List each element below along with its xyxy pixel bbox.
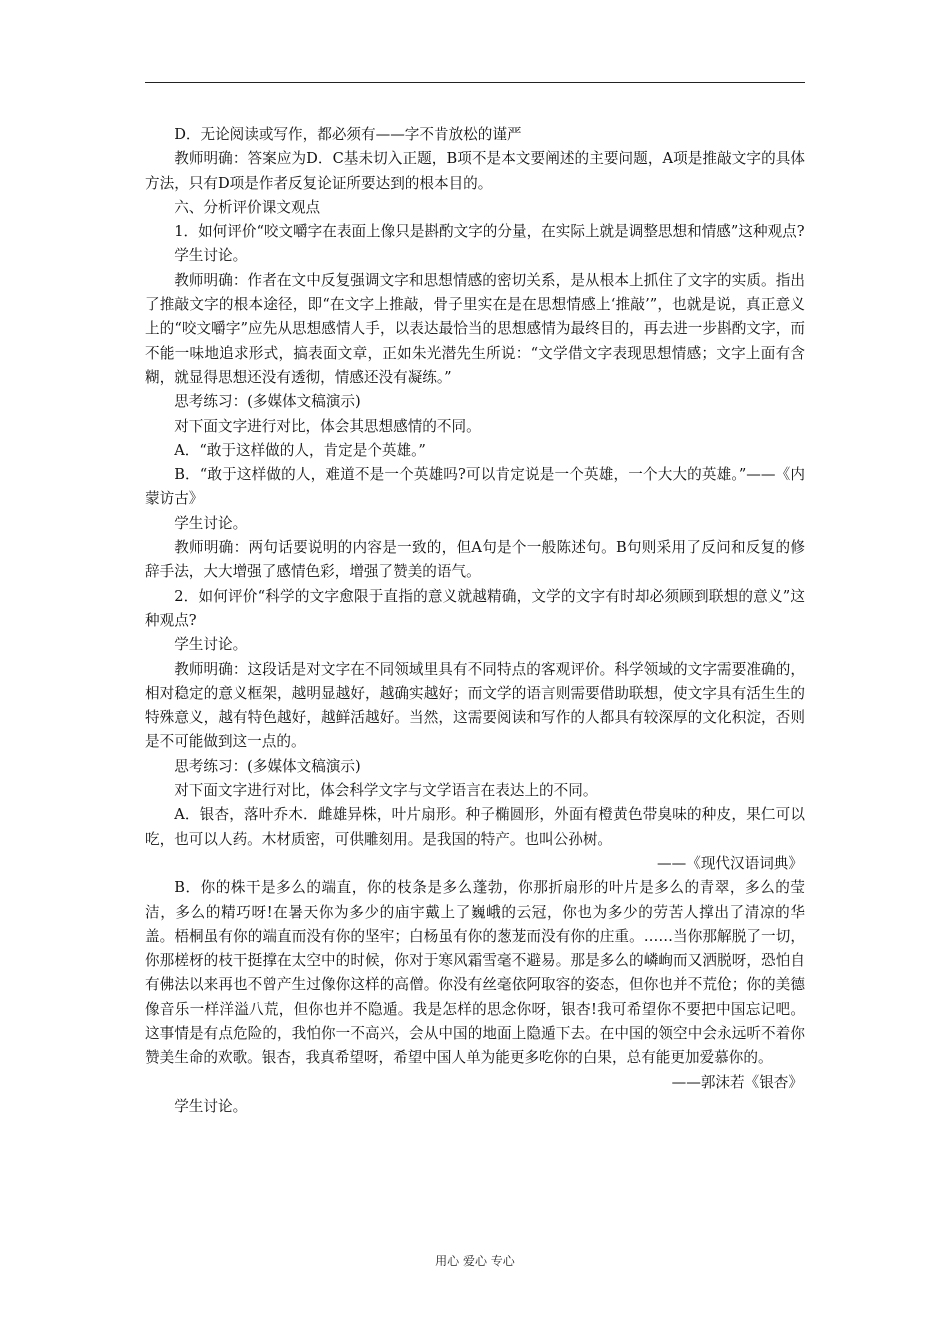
paragraph: 2．如何评价“科学的文字愈限于直指的意义就越精确，文学的文字有时却必须顾到联想的意义”这种观点? xyxy=(145,587,805,629)
paragraph: 教师明确：作者在文中反复强调文字和思想情感的密切关系，是从根本上抓住了文字的实质。指出了推敲文字的根本途径，即“在文字上推敲，骨子里实在是在思想情感上‘推敲’”，也就是说，真正意义上的“咬文嚼字”应先从思想感情人手，以表达最恰当的思想感情为最终目的，再去进一步斟酌文字，而不能一味地追求形式，搞表面文章，正如朱光潜先生所说：“文学借文字表现思想情感；文字上面有含糊，就显得思想还没有透彻，情感还没有凝练。” xyxy=(145,271,805,386)
header-rule xyxy=(145,82,805,83)
paragraph: 教师明确：答案应为D．C基未切入正题，B项不是本文要阐述的主要问题，A项是推敲文字的具体方法，只有D项是作者反复论证所要达到的根本目的。 xyxy=(145,150,805,192)
paragraph: 对下面文字进行对比，体会其思想感情的不同。 xyxy=(174,417,481,435)
paragraph: A．“敢于这样做的人，肯定是个英雄。” xyxy=(174,441,426,459)
paragraph: 学生讨论。 xyxy=(174,514,248,532)
page-footer: 用心 爱心 专心 xyxy=(435,1254,515,1268)
paragraph: A．银杏，落叶乔木．雌雄异株，叶片扇形。种子椭圆形，外面有橙黄色带臭味的种皮，果仁可以吃，也可以人药。木材质密，可供雕刻用。是我国的特产。也叫公孙树。 xyxy=(145,806,805,848)
document-body xyxy=(145,123,805,1119)
paragraph: 学生讨论。 xyxy=(174,247,248,265)
source-citation: ——《现代汉语词典》 xyxy=(657,854,803,872)
paragraph: 思考练习：(多媒体文稿演示) xyxy=(174,393,361,411)
paragraph: 教师明确：两句话要说明的内容是一致的，但A句是个一般陈述句。B句则采用了反问和反复的修辞手法，大大增强了感情色彩，增强了赞美的语气。 xyxy=(145,539,805,581)
paragraph: D．无论阅读或写作，都必须有——字不肯放松的谨严 xyxy=(174,126,522,143)
paragraph: 学生讨论。 xyxy=(174,636,248,654)
paragraph: 思考练习：(多媒体文稿演示) xyxy=(174,757,361,775)
paragraph: 六、分析评价课文观点 xyxy=(174,198,321,216)
paragraph: 1．如何评价“咬文嚼字在表面上像只是斟酌文字的分量，在实际上就是调整思想和情感”这种观点? xyxy=(174,223,805,241)
source-citation: ——郭沫若《银杏》 xyxy=(671,1073,803,1091)
paragraph: B．你的株干是多么的端直，你的枝条是多么蓬勃，你那折扇形的叶片是多么的青翠，多么的莹洁，多么的精巧呀!在暑天你为多少的庙宇戴上了巍峨的云冠，你也为多少的劳苦人撑出了清凉的华盖。梧桐虽有你的端直而没有你的坚牢；白杨虽有你的葱茏而没有你的庄重。……当你那解脱了一切，你那槎枒的枝干挺撑在太空中的时候，你对于寒风霜雪毫不避易。那是多么的嶙峋而又洒脱呀，恐怕自有佛法以来再也不曾产生过像你这样的高僧。你没有丝毫依阿取容的姿态，但你也并不荒伧；你的美德像音乐一样洋溢八荒，但你也并不隐遁。我是怎样的思念你呀，银杏!我可希望你不要把中国忘记吧。这事情是有点危险的，我怕你一不高兴，会从中国的地面上隐遁下去。在中国的领空中会永远听不着你赞美生命的欢歌。银杏，我真希望呀，希望中国人单为能更多吃你的白果，总有能更加爱慕你的。 xyxy=(145,879,805,1067)
paragraph: 教师明确：这段话是对文字在不同领域里具有不同特点的客观评价。科学领域的文字需要准确的，相对稳定的意义框架，越明显越好，越确实越好；而文学的语言则需要借助联想，使文字具有活生生的特殊意义，越有特色越好，越鲜活越好。当然，这需要阅读和写作的人都具有较深厚的文化积淀，否则是不可能做到这一点的。 xyxy=(145,660,805,751)
paragraph: 学生讨论。 xyxy=(174,1097,248,1115)
paragraph: B．“敢于这样做的人，难道不是一个英雄吗?可以肯定说是一个英雄，一个大大的英雄。”——《内蒙访古》 xyxy=(145,466,805,508)
paragraph: 对下面文字进行对比，体会科学文字与文学语言在表达上的不同。 xyxy=(174,782,598,800)
